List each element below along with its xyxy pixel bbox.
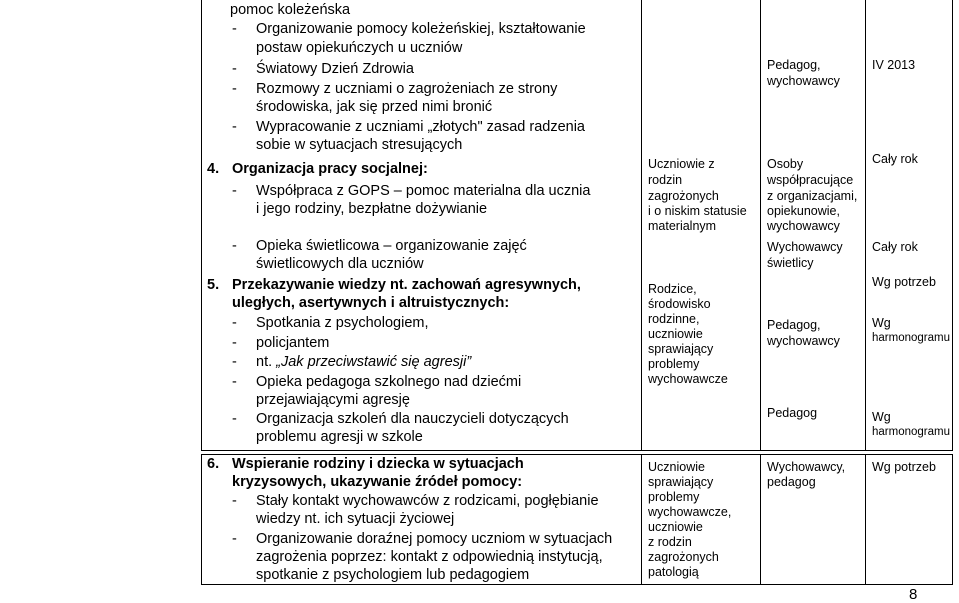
bullet-dash: -: [232, 183, 237, 199]
row6-target-line7: zagrożonych: [648, 550, 719, 564]
row5-bullet2: policjantem: [256, 335, 330, 351]
row4-responsible-a-line4: opiekunowie,: [767, 204, 840, 218]
row4-bullet2-line2: świetlicowych dla uczniów: [256, 256, 424, 272]
row5-target-line3: rodzinne,: [648, 312, 700, 326]
section-6-heading-line1: Wspieranie rodziny i dziecka w sytuacjach: [232, 456, 524, 472]
row4-responsible-a-line1: Osoby: [767, 157, 804, 171]
row6-target-line2: sprawiający: [648, 475, 714, 489]
row4-target-line3: zagrożonych: [648, 189, 719, 203]
row1-intro-text: pomoc koleżeńska: [230, 2, 351, 18]
section-6-number: 6.: [207, 456, 220, 472]
row4-deadline-a: Cały rok: [872, 152, 918, 166]
table-border-right: [952, 0, 953, 451]
row6-bullet1-line2: wiedzy nt. ich sytuacji życiowej: [256, 511, 455, 527]
bullet-dash: -: [232, 531, 237, 547]
row6-target-line1: Uczniowie: [648, 460, 705, 474]
bullet-dash: -: [232, 81, 237, 97]
row5-deadline-b-line1: Wg: [872, 316, 891, 330]
row6-target-line3: problemy: [648, 490, 700, 504]
section-6-heading-line2: kryzysowych, ukazywanie źródeł pomocy:: [232, 474, 523, 490]
bullet-dash: -: [232, 411, 237, 427]
row5-responsible-b: Pedagog: [767, 406, 818, 420]
row1-deadline: IV 2013: [872, 58, 916, 72]
bullet-dash: -: [232, 61, 237, 77]
row1-bullet1-line2: postaw opiekuńczych u uczniów: [256, 40, 463, 56]
row4-target-line2: rodzin: [648, 173, 683, 187]
row5-responsible-a-line1: Pedagog,: [767, 318, 821, 332]
bullet-dash: -: [232, 354, 237, 370]
row4-responsible-a-line5: wychowawcy: [767, 219, 840, 233]
row5-bullet5-line1: Organizacja szkoleń dla nauczycieli dotyczących: [256, 411, 569, 427]
row5-responsible-a-line2: wychowawcy: [767, 334, 840, 348]
row5-deadline-c-line1: Wg: [872, 410, 891, 424]
table-border-left-lower: [201, 454, 202, 584]
section-4-number: 4.: [207, 161, 220, 177]
row5-deadline-a: Wg potrzeb: [872, 275, 936, 289]
row4-responsible-b-line1: Wychowawcy: [767, 240, 843, 254]
section-4-heading: Organizacja pracy socjalnej:: [232, 161, 428, 177]
section-5-number: 5.: [207, 277, 220, 293]
bullet-dash: -: [232, 335, 237, 351]
col-divider-3: [865, 0, 866, 451]
section-5-heading-line1: Przekazywanie wiedzy nt. zachowań agresywnych,: [232, 277, 581, 293]
col-divider-2: [760, 0, 761, 451]
row4-target-line1: Uczniowie z: [648, 157, 715, 171]
bullet-dash: -: [232, 238, 237, 254]
row4-deadline-b: Cały rok: [872, 240, 918, 254]
row1-responsible-line1: Pedagog,: [767, 58, 821, 72]
bullet-dash: -: [232, 315, 237, 331]
table-border-left: [201, 0, 202, 451]
bullet-dash: -: [232, 119, 237, 135]
page-break-line-top: [201, 450, 953, 451]
row4-bullet2-line1: Opieka świetlicowa – organizowanie zajęć: [256, 238, 527, 254]
row5-target-line1: Rodzice,: [648, 282, 697, 296]
row6-bullet2-line2: zagrożenia poprzez: kontakt z odpowiednią instytucją,: [256, 549, 603, 565]
row6-target-line6: z rodzin: [648, 535, 692, 549]
row6-bullet2-line3: spotkanie z psychologiem lub pedagogiem: [256, 567, 530, 583]
row6-deadline: Wg potrzeb: [872, 460, 936, 474]
row5-bullet4-line1: Opieka pedagoga szkolnego nad dziećmi: [256, 374, 522, 390]
row4-responsible-b-line2: świetlicy: [767, 256, 814, 270]
row1-responsible-line2: wychowawcy: [767, 74, 840, 88]
col-divider-1: [641, 0, 642, 451]
row4-responsible-a-line2: współpracujące: [767, 173, 854, 187]
row4-target-line5: materialnym: [648, 219, 717, 233]
row5-bullet5-line2: problemu agresji w szkole: [256, 429, 423, 445]
quoted-title: „Jak przeciwstawić się agresji”: [276, 354, 472, 370]
row4-bullet1-line1: Współpraca z GOPS – pomoc materialna dla ucznia: [256, 183, 591, 199]
row6-target-line4: wychowawcze,: [648, 505, 732, 519]
bullet-dash: -: [232, 374, 237, 390]
bullet-dash: -: [232, 493, 237, 509]
row5-target-line7: wychowawcze: [648, 372, 728, 386]
row6-target-line5: uczniowie: [648, 520, 703, 534]
row6-responsible-line1: Wychowawcy,: [767, 460, 846, 474]
row1-bullet2-line1: Światowy Dzień Zdrowia: [256, 61, 414, 77]
table-border-right-lower: [952, 454, 953, 584]
row1-bullet3-line2: środowiska, jak się przed nimi bronić: [256, 99, 493, 115]
row5-deadline-c-line2: harmonogramu: [872, 426, 950, 438]
row6-responsible-line2: pedagog: [767, 475, 816, 489]
section-5-heading-line2: uległych, asertywnych i altruistycznych:: [232, 295, 510, 311]
row1-bullet4-line2: sobie w sytuacjach stresujących: [256, 137, 463, 153]
row1-bullet1-line1: Organizowanie pomocy koleżeńskiej, kształtowanie: [256, 21, 586, 37]
bullet-dash: -: [232, 21, 237, 37]
col-divider-2-lower: [760, 454, 761, 584]
row4-bullet1-line2: i jego rodziny, bezpłatne dożywianie: [256, 201, 488, 217]
row5-bullet4-line2: przejawiającymi agresję: [256, 392, 410, 408]
row6-target-line8: patologią: [648, 565, 699, 579]
row4-target-line4: i o niskim statusie: [648, 204, 747, 218]
row5-bullet3: nt. „Jak przeciwstawić się agresji”: [256, 354, 472, 370]
col-divider-1-lower: [641, 454, 642, 584]
row5-target-line2: środowisko: [648, 297, 711, 311]
row5-deadline-b-line2: harmonogramu: [872, 332, 950, 344]
row5-bullet1: Spotkania z psychologiem,: [256, 315, 429, 331]
row1-bullet3-line1: Rozmowy z uczniami o zagrożeniach ze strony: [256, 81, 558, 97]
row4-responsible-a-line3: z organizacjami,: [767, 189, 858, 203]
row5-target-line4: uczniowie: [648, 327, 703, 341]
page-number: 8: [909, 586, 918, 603]
row6-bullet2-line1: Organizowanie doraźnej pomocy uczniom w sytuacjach: [256, 531, 613, 547]
row6-bullet1-line1: Stały kontakt wychowawców z rodzicami, pogłębianie: [256, 493, 599, 509]
row5-target-line5: sprawiający: [648, 342, 714, 356]
col-divider-3-lower: [865, 454, 866, 584]
row5-target-line6: problemy: [648, 357, 700, 371]
row1-bullet4-line1: Wypracowanie z uczniami „złotych" zasad radzenia: [256, 119, 585, 135]
